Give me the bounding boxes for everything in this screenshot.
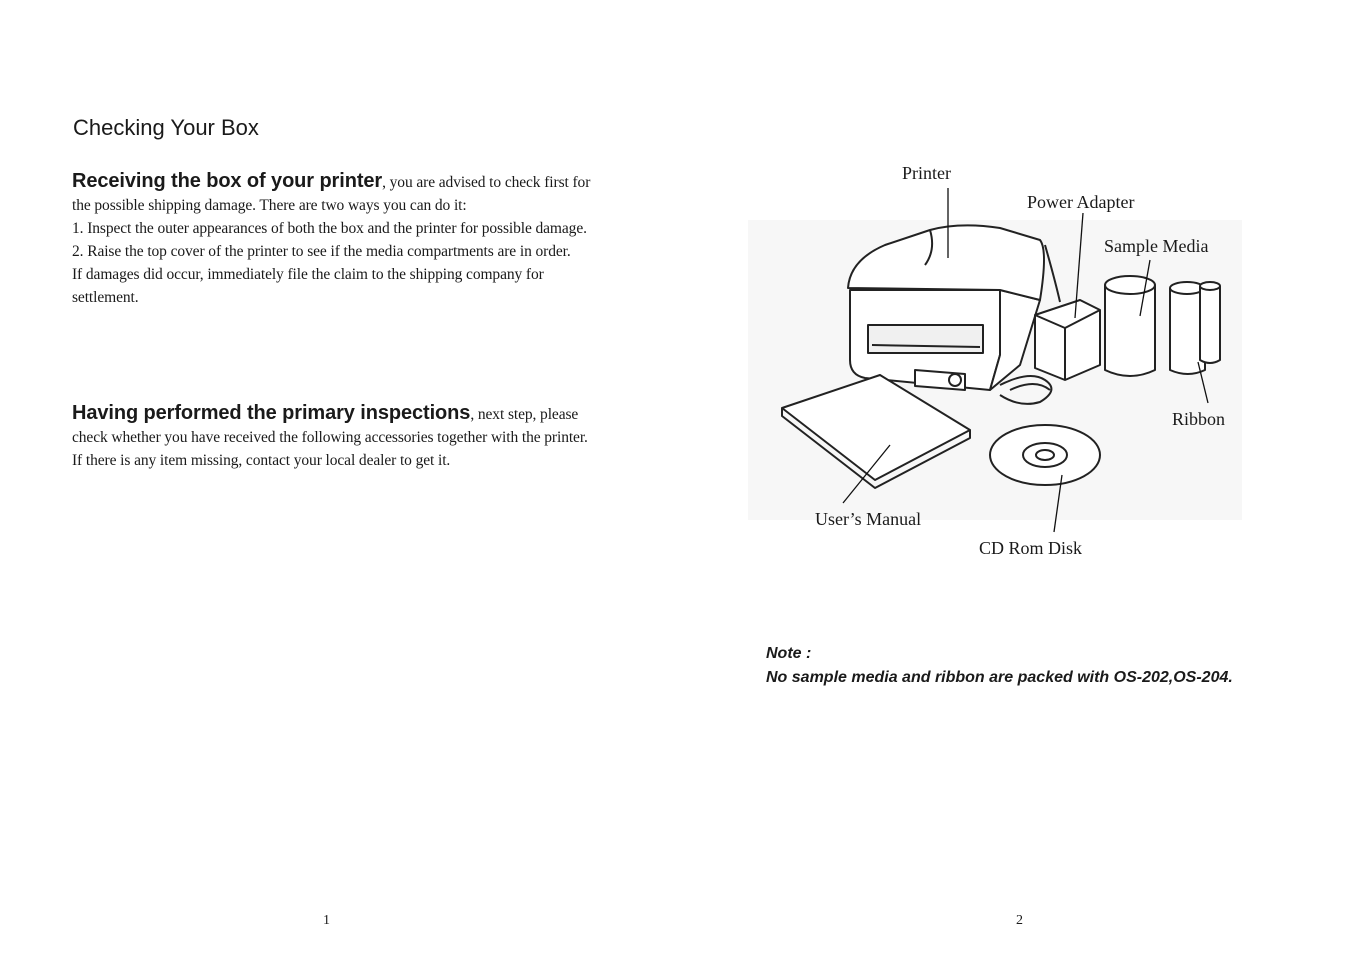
damage-claim-text: If damages did occur, immediately file the claim to the shipping company for settlement. bbox=[72, 266, 544, 306]
inspections-lead: Having performed the primary inspections bbox=[72, 402, 471, 424]
accessories-illustration bbox=[700, 150, 1300, 580]
note-heading: Note : bbox=[766, 645, 812, 662]
sample-media-label: Sample Media bbox=[1104, 236, 1209, 256]
receiving-text: , you are advised to check first for the possible shipping damage. There are two ways you can do it: bbox=[72, 174, 591, 214]
page-number-left: 1 bbox=[323, 913, 330, 928]
section-title: Checking Your Box bbox=[73, 115, 259, 140]
inspection-item: 2. Raise the top cover of the printer to see if the media compartments are in order. bbox=[72, 243, 571, 260]
page-number-right: 2 bbox=[1016, 913, 1023, 928]
cd-rom-label: CD Rom Disk bbox=[979, 538, 1083, 558]
note-text: No sample media and ribbon are packed with OS-202,OS-204. bbox=[766, 669, 1233, 686]
users-manual-label: User’s Manual bbox=[815, 509, 922, 529]
receiving-paragraph bbox=[72, 170, 592, 309]
note-block bbox=[766, 642, 1233, 690]
power-adapter-label: Power Adapter bbox=[1027, 192, 1135, 212]
ribbon-label: Ribbon bbox=[1172, 409, 1226, 429]
inspections-text: , next step, please check whether you have received the following accessories together with the printer. If there is any item missing, contact your local dealer to get it. bbox=[72, 406, 588, 469]
inspection-list bbox=[72, 217, 592, 263]
inspection-item: 1. Inspect the outer appearances of both the box and the printer for possible damage. bbox=[72, 220, 587, 237]
printer-label: Printer bbox=[902, 163, 951, 183]
inspections-paragraph bbox=[72, 402, 592, 472]
accessories-figure bbox=[700, 150, 1300, 580]
receiving-lead: Receiving the box of your printer bbox=[72, 170, 383, 192]
